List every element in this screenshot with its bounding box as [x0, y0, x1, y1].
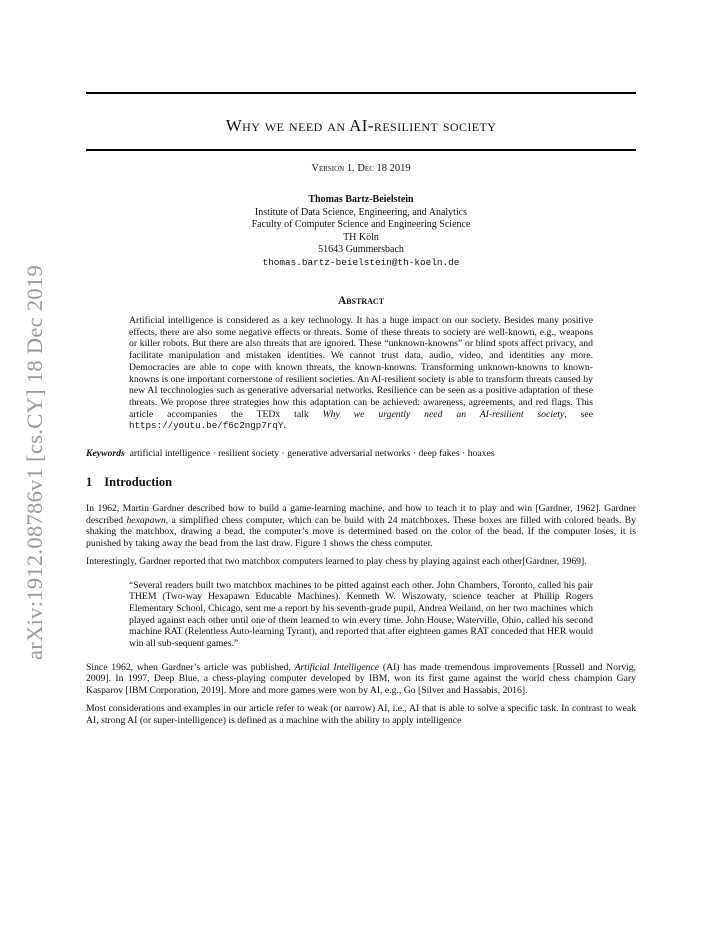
paragraph-4: Most considerations and examples in our article refer to weak (or narrow) AI, i.e., AI that is able to solve a specific task. In contrast to weak AI, strong AI (or super-intelligence) is defined as a machine with the ability to apply intelligence [86, 702, 636, 726]
abstract-heading: Abstract [337, 295, 385, 307]
abstract-text: Artificial intelligence is considered as a key technology. It has a huge impact on our society. Besides many positive effects, there are also some negative effects or threats. Some of these threats to society are well-known, e.g., weapons or killer robots. But there are also threats that are ignored. These “unknown-knowns” or blind spots affect privacy, and facilitate manipulation and mistaken identities. We cannot trust data, audio, video, and identities any more. Democracies are able to cope with known threats, the known-knowns. Transforming unknown-knowns to known-knowns is one important cornerstone of resilient societies. An AI-resilient society is able to transform threats caused by new AI tecchnologies such as generative adversarial networks. Resilience can be seen as a positive adaptation of these threats. We propose three strategies how this adaptation can be achieved: awareness, agreements, and red flags. This article accompanies the TEDx talk [129, 315, 593, 420]
abstract-link[interactable]: https://youtu.be/f6c2ngp7rqY [129, 420, 284, 432]
arxiv-identifier: arXiv:1912.08786v1 [cs.CY] 18 Dec 2019 [22, 264, 47, 660]
abstract-body [129, 315, 593, 432]
author-affiliation-1: Institute of Data Science, Engineering, and Analytics [254, 206, 468, 218]
author-affiliation-2: Faculty of Computer Science and Engineering Science [251, 219, 471, 230]
paper-page [86, 92, 636, 726]
section-title: Introduction [104, 475, 173, 490]
paper-title: Why we need an AI-resilient society [225, 116, 497, 135]
paragraph-3-text-a: Since 1962, when Gardner’s article was published, [86, 661, 295, 673]
paragraph-1-emphasis: hexapawn [126, 514, 166, 526]
title-rule-top [86, 92, 636, 94]
paragraph-3 [86, 662, 636, 697]
section-heading-introduction [86, 475, 636, 490]
abstract-end: . [283, 420, 286, 432]
version-line: Version 1. Dec 18 2019 [311, 163, 411, 174]
paragraph-3-emphasis: Artificial Intelligence [294, 661, 380, 673]
paragraph-1 [86, 503, 636, 550]
author-address: 51643 Gummersbach [318, 244, 404, 255]
keywords-label: Keywords [86, 448, 125, 460]
paragraph-3-text-b: (AI) has made tremendous improvements [Russell and Norvig, 2009]. In 1997, Deep Blue, a chess-playing computer developed by IBM, won its first game against the world chess champion Gary Kasparov [IBM Corporation, 2019]. More and more games were won by AI, e.g., Go [Silver and Hassabis, 2016]. [86, 661, 637, 697]
author-block [86, 194, 636, 269]
section-number: 1 [86, 475, 93, 490]
author-email[interactable]: thomas.bartz-beielstein@th-koeln.de [262, 256, 460, 268]
keywords-line [86, 448, 636, 459]
block-quote: “Several readers built two matchbox machines to be pitted against each other. John Chambers, Toronto, called his pair THEM (Two-way Hexapawn Educable Machines). Kenneth W. Wiszowaty, science teacher at Phillip Rogers Elementary School, Chicago, sent me a report by his seventh-grade pupil, Andrea Weiland, on her two machines which played against each other until one of them learned to win every time. John House, Waterville, Ohio, called his second machine RAT (Relentless Auto-learning Tyrant), and reported that after eighteen games RAT conceded that HER would win all sub-sequent games.” [129, 579, 593, 650]
author-affiliation-3: TH Köln [343, 231, 379, 243]
paragraph-1-text-b: , a simplified chess computer, which can be build with 24 matchboxes. These boxes are filled with colored beads. By shaking the matchbox, drawing a bead, the computer’s move is determined based on the color of the bead. If the computer loses, it is punished by taking away the bead from the last draw. Figure 1 shows the chess computer. [86, 514, 636, 550]
keywords-list: artificial intelligence · resilient society · generative adversarial networks · deep fakes · hoaxes [129, 448, 495, 460]
abstract-see: , see [564, 408, 593, 420]
abstract-talk-title: Why we urgently need an AI-resilient society [322, 408, 565, 420]
author-name: Thomas Bartz-Beielstein [308, 194, 414, 205]
paragraph-2: Interestingly, Gardner reported that two matchbox computers learned to play chess by playing against each other[Gardner, 1969]. [86, 555, 587, 567]
title-rule-bottom [86, 149, 636, 151]
paragraph-1-text-a: In 1962, Martin Gardner described how to build a game-learning machine, and how to teach it to play and win [Gardner, 1962]. Gardner described [86, 503, 636, 526]
